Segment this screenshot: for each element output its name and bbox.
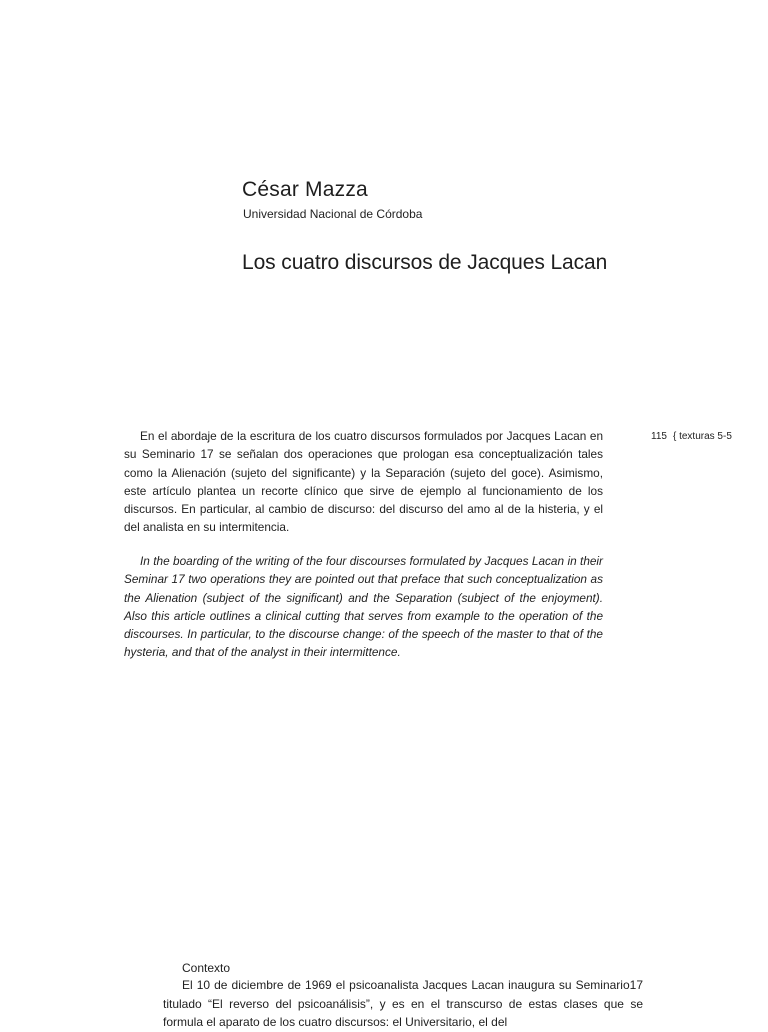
body-text [163,976,643,1032]
abstract-english-text: In the boarding of the writing of the four discourses formulated by Jacques Lacan in their Seminar 17 two operations they are pointed out that preface that such conceptualization as the Alienation (subject of the significant) and the Separation (subject of the enjoyment). Also this article outlines a clinical cutting that serves from example to the operation of the discourses. In particular, to the discourse change: of the speech of the master to that of the hysteria, and that of the analyst in their intermittence. [124,554,603,660]
abstract-spanish-text: En el abordaje de la escritura de los cuatro discursos formulados por Jacques Lacan en su Seminario 17 se señalan dos operaciones que prologan esa conceptualización tales como la Alienación (sujeto del significante) y la Separación (sujeto del goce). Asimismo, este artículo plantea un recorte clínico que sirve de ejemplo al funcionamiento de los discursos. En particular, al cambio de discurso: del discurso del amo al de la histeria, y el del analista en su intermitencia. [124,429,603,535]
body-paragraph: El 10 de diciembre de 1969 el psicoanalista Jacques Lacan inaugura su Seminario17 titulado “El reverso del psicoanálisis”, y es en el transcurso de estas clases que se formula el aparato de los cuatro discursos: el Universitario, el del [163,978,643,1029]
abstract-spanish [124,427,603,537]
author-name: César Mazza [242,178,368,201]
author-affiliation: Universidad Nacional de Córdoba [243,207,423,221]
running-head [651,431,732,442]
article-title: Los cuatro discursos de Jacques Lacan [242,251,608,274]
section-heading: Contexto [182,961,231,975]
page-number: 115 [651,431,667,442]
abstract-english [124,552,603,662]
journal-name: { texturas 5-5 [672,431,732,442]
